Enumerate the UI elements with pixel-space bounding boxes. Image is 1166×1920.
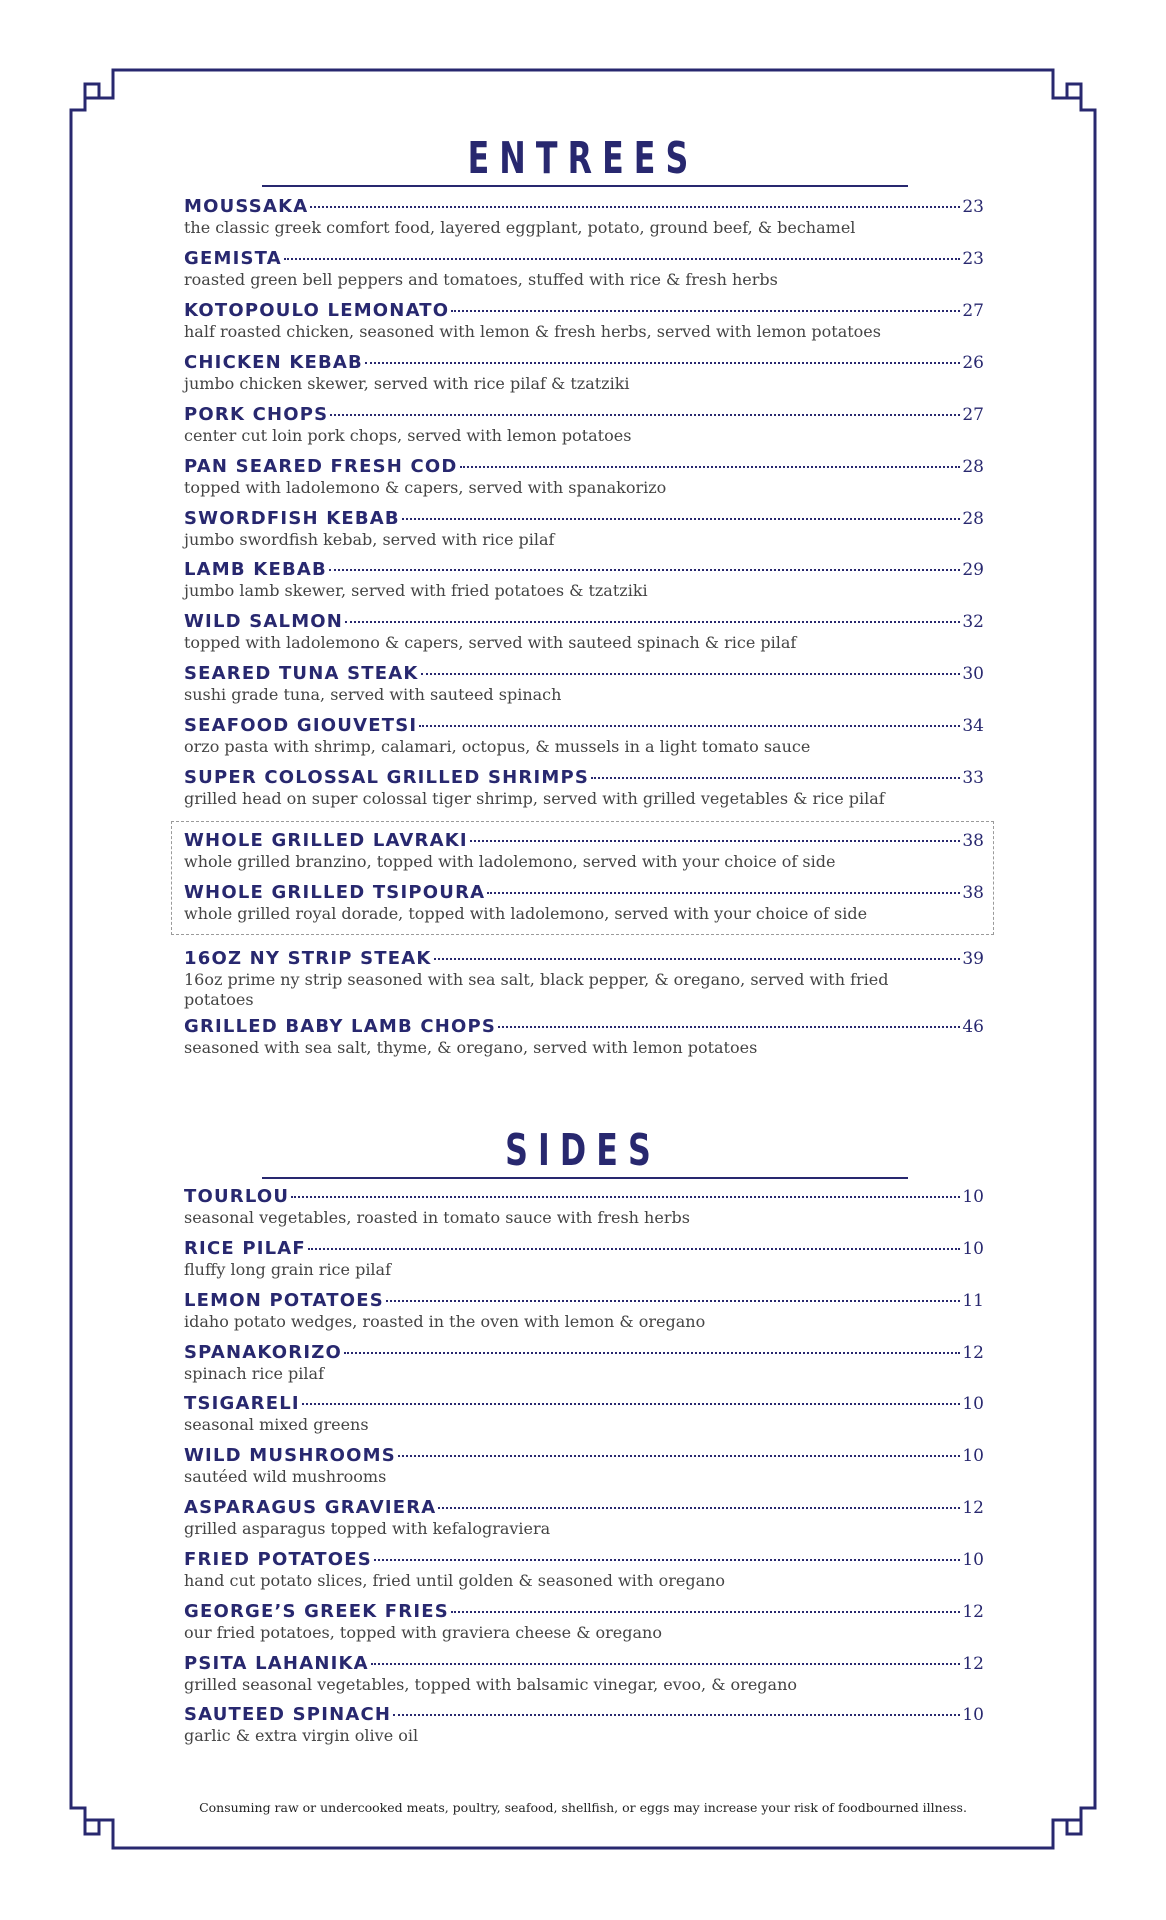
dot-leader	[329, 569, 960, 571]
menu-item-header	[184, 948, 984, 970]
menu-item-name: WILD SALMON	[184, 611, 344, 632]
dot-leader	[498, 1026, 960, 1028]
menu-item-price: 10	[962, 1550, 984, 1570]
menu-item-price: 27	[962, 405, 984, 425]
menu-item-name: ASPARAGUS GRAVIERA	[184, 1497, 437, 1518]
menu-item	[184, 715, 984, 757]
menu-item-description: orzo pasta with shrimp, calamari, octopus, & mussels in a light tomato sauce	[184, 737, 811, 756]
menu-item-name: PAN SEARED FRESH COD	[184, 456, 458, 477]
menu-item-description: seasonal vegetables, roasted in tomato sauce with fresh herbs	[184, 1208, 690, 1227]
menu-item-header	[184, 1238, 984, 1260]
menu-item-price: 46	[962, 1017, 984, 1037]
menu-item	[184, 882, 984, 924]
dot-leader	[365, 362, 960, 364]
menu-item	[184, 1186, 984, 1228]
menu-item-price: 12	[962, 1498, 984, 1518]
menu-item	[184, 1549, 984, 1591]
menu-item-header	[184, 663, 984, 685]
menu-item-header	[184, 1497, 984, 1519]
menu-item-header	[184, 1393, 984, 1415]
menu-item-description: grilled head on super colossal tiger shrimp, served with grilled vegetables & rice pilaf	[184, 789, 885, 808]
menu-item	[184, 1445, 984, 1487]
dot-leader	[291, 1196, 960, 1198]
menu-item-description: jumbo chicken skewer, served with rice pilaf & tzatziki	[184, 374, 630, 393]
menu-item-name: TSIGARELI	[184, 1393, 300, 1414]
menu-item-price: 23	[962, 197, 984, 217]
menu-item-header	[184, 1290, 984, 1312]
dot-leader	[438, 1507, 960, 1509]
dot-leader	[302, 1403, 961, 1405]
sides-title-rule	[262, 1177, 908, 1179]
menu-item-price: 33	[962, 768, 984, 788]
menu-item-header	[184, 456, 984, 478]
food-safety-disclaimer: Consuming raw or undercooked meats, poultry, seafood, shellfish, or eggs may increase your risk of foodbourned illness.	[199, 1800, 967, 1815]
menu-item-price: 34	[962, 716, 984, 736]
menu-item	[184, 508, 984, 550]
menu-item-price: 27	[962, 301, 984, 321]
menu-item-description: whole grilled royal dorade, topped with ladolemono, served with your choice of side	[184, 904, 868, 923]
dot-leader	[434, 958, 961, 960]
menu-item-name: GEMISTA	[184, 248, 282, 269]
menu-item-name: 16OZ NY STRIP STEAK	[184, 948, 432, 969]
menu-item-header	[184, 1653, 984, 1675]
menu-item	[184, 1342, 984, 1384]
dot-leader	[374, 1559, 960, 1561]
menu-item	[184, 1393, 984, 1435]
menu-item-header	[184, 830, 984, 852]
menu-item-name: GRILLED BABY LAMB CHOPS	[184, 1016, 497, 1037]
menu-item-header	[184, 508, 984, 530]
menu-item-price: 10	[962, 1446, 984, 1466]
dot-leader	[371, 1663, 961, 1665]
menu-item-description: 16oz prime ny strip seasoned with sea salt, black pepper, & oregano, served with fried potatoes	[184, 970, 889, 1009]
dot-leader	[393, 1714, 960, 1716]
menu-item	[184, 248, 984, 290]
menu-item-name: PORK CHOPS	[184, 404, 329, 425]
menu-item	[184, 1653, 984, 1695]
dot-leader	[398, 1455, 960, 1457]
menu-item-description: jumbo swordfish kebab, served with rice pilaf	[184, 530, 555, 549]
menu-item-name: TOURLOU	[184, 1186, 290, 1207]
dot-leader	[345, 621, 960, 623]
menu-item-name: KOTOPOULO LEMONATO	[184, 300, 450, 321]
menu-item-price: 28	[962, 457, 984, 477]
dot-leader	[419, 725, 960, 727]
menu-item-name: SEARED TUNA STEAK	[184, 663, 419, 684]
dot-leader	[487, 892, 960, 894]
menu-item	[184, 1290, 984, 1332]
dot-leader	[421, 673, 961, 675]
dot-leader	[402, 518, 961, 520]
menu-item-name: SWORDFISH KEBAB	[184, 508, 400, 529]
menu-item-name: CHICKEN KEBAB	[184, 352, 363, 373]
menu-item-header	[184, 1601, 984, 1623]
menu-item-name: GEORGE’S GREEK FRIES	[184, 1601, 449, 1622]
menu-item-name: SEAFOOD GIOUVETSI	[184, 715, 418, 736]
menu-item-description: spinach rice pilaf	[184, 1364, 324, 1383]
menu-item-header	[184, 1186, 984, 1208]
menu-item-description: garlic & extra virgin olive oil	[184, 1726, 419, 1745]
menu-item-header	[184, 1549, 984, 1571]
menu-item-price: 10	[962, 1394, 984, 1414]
menu-item-description: sautéed wild mushrooms	[184, 1467, 387, 1486]
menu-item-name: SAUTEED SPINACH	[184, 1704, 392, 1725]
menu-item-price: 38	[962, 883, 984, 903]
dot-leader	[591, 777, 960, 779]
dot-leader	[330, 414, 960, 416]
menu-item-price: 39	[962, 949, 984, 969]
menu-item-name: WHOLE GRILLED LAVRAKI	[184, 830, 468, 851]
menu-item-price: 11	[962, 1291, 984, 1311]
menu-item-header	[184, 1342, 984, 1364]
menu-item-description: grilled seasonal vegetables, topped with balsamic vinegar, evoo, & oregano	[184, 1675, 798, 1694]
menu-item	[184, 1238, 984, 1280]
menu-item-description: grilled asparagus topped with kefalograviera	[184, 1519, 551, 1538]
menu-item-header	[184, 1445, 984, 1467]
menu-item-description: fluffy long grain rice pilaf	[184, 1260, 392, 1279]
menu-item	[184, 1704, 984, 1746]
menu-item-description: half roasted chicken, seasoned with lemon & fresh herbs, served with lemon potatoes	[184, 322, 881, 341]
menu-item-header	[184, 300, 984, 322]
menu-item-name: MOUSSAKA	[184, 196, 309, 217]
menu-item-name: WHOLE GRILLED TSIPOURA	[184, 882, 486, 903]
menu-item-description: jumbo lamb skewer, served with fried potatoes & tzatziki	[184, 581, 648, 600]
menu-item-name: PSITA LAHANIKA	[184, 1653, 369, 1674]
menu-item-name: LEMON POTATOES	[184, 1290, 384, 1311]
dot-leader	[451, 1611, 960, 1613]
menu-item	[184, 352, 984, 394]
menu-item-description: hand cut potato slices, fried until golden & seasoned with oregano	[184, 1571, 726, 1590]
menu-item-price: 26	[962, 353, 984, 373]
menu-item-description: center cut loin pork chops, served with lemon potatoes	[184, 426, 632, 445]
menu-item-description: our fried potatoes, topped with graviera cheese & oregano	[184, 1623, 662, 1642]
menu-item-name: RICE PILAF	[184, 1238, 306, 1259]
menu-item-header	[184, 1704, 984, 1726]
menu-item-name: LAMB KEBAB	[184, 559, 327, 580]
menu-item-header	[184, 882, 984, 904]
dot-leader	[308, 1248, 960, 1250]
menu-item	[184, 300, 984, 342]
menu-item	[184, 404, 984, 446]
menu-item-description: seasonal mixed greens	[184, 1415, 369, 1434]
menu-item-header	[184, 559, 984, 581]
menu-item-name: SPANAKORIZO	[184, 1342, 342, 1363]
menu-item-price: 38	[962, 831, 984, 851]
dot-leader	[344, 1352, 960, 1354]
dot-leader	[460, 466, 961, 468]
menu-item-price: 12	[962, 1654, 984, 1674]
menu-item-description: seasoned with sea salt, thyme, & oregano, served with lemon potatoes	[184, 1038, 758, 1057]
menu-item-description: roasted green bell peppers and tomatoes, stuffed with rice & fresh herbs	[184, 270, 778, 289]
menu-item	[184, 948, 984, 1010]
menu-item-description: whole grilled branzino, topped with ladolemono, served with your choice of side	[184, 852, 836, 871]
menu-item	[184, 767, 984, 809]
menu-item	[184, 830, 984, 872]
menu-item	[184, 196, 984, 238]
menu-item	[184, 456, 984, 498]
menu-item-price: 23	[962, 249, 984, 269]
menu-item	[184, 611, 984, 653]
dot-leader	[386, 1300, 961, 1302]
menu-item	[184, 1601, 984, 1643]
menu-item-header	[184, 352, 984, 374]
menu-item	[184, 559, 984, 601]
menu-item-description: topped with ladolemono & capers, served with spanakorizo	[184, 478, 667, 497]
menu-item-description: the classic greek comfort food, layered eggplant, potato, ground beef, & bechamel	[184, 218, 856, 237]
menu-item-header	[184, 1016, 984, 1038]
menu-item-price: 29	[962, 560, 984, 580]
entrees-title-rule	[262, 185, 908, 187]
menu-item-description: topped with ladolemono & capers, served with sauteed spinach & rice pilaf	[184, 633, 797, 652]
menu-item-description: idaho potato wedges, roasted in the oven with lemon & oregano	[184, 1312, 706, 1331]
menu-item-price: 28	[962, 509, 984, 529]
menu-item-description: sushi grade tuna, served with sauteed spinach	[184, 685, 562, 704]
menu-item-header	[184, 404, 984, 426]
menu-item-header	[184, 248, 984, 270]
dot-leader	[470, 840, 961, 842]
menu-item-header	[184, 196, 984, 218]
menu-item-price: 12	[962, 1602, 984, 1622]
menu-item	[184, 1016, 984, 1058]
menu-item-name: WILD MUSHROOMS	[184, 1445, 396, 1466]
menu-item-name: FRIED POTATOES	[184, 1549, 372, 1570]
menu-item-price: 10	[962, 1187, 984, 1207]
menu-item-price: 10	[962, 1239, 984, 1259]
dot-leader	[310, 206, 960, 208]
entrees-title: ENTREES	[467, 133, 699, 184]
menu-item-price: 10	[962, 1705, 984, 1725]
menu-item	[184, 663, 984, 705]
menu-item-header	[184, 767, 984, 789]
menu-item-price: 32	[962, 612, 984, 632]
menu-item	[184, 1497, 984, 1539]
sides-title: SIDES	[505, 1125, 661, 1176]
menu-item-name: SUPER COLOSSAL GRILLED SHRIMPS	[184, 767, 590, 788]
dot-leader	[284, 258, 961, 260]
menu-item-header	[184, 611, 984, 633]
menu-item-price: 12	[962, 1343, 984, 1363]
dot-leader	[451, 310, 960, 312]
menu-item-header	[184, 715, 984, 737]
menu-item-price: 30	[962, 664, 984, 684]
